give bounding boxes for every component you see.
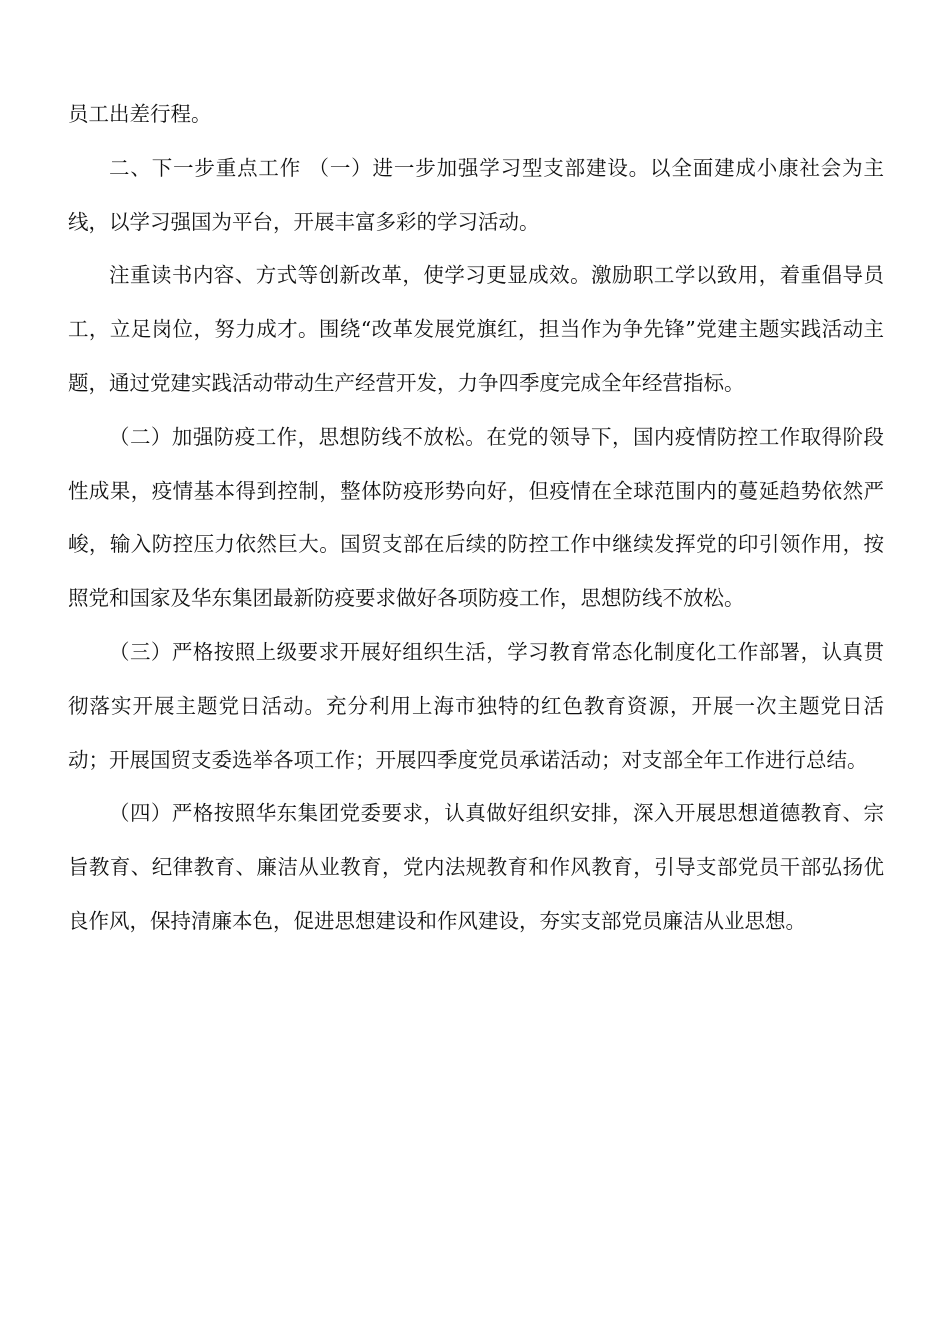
paragraph-study-reform: 注重读书内容、方式等创新改革，使学习更显成效。激励职工学以致用，着重倡导员工，立足岗位，努力成才。围绕“改革发展党旗红，担当作为争先锋”党建主题实践活动主题，通过党建实践活动带动生产经营开发，力争四季度完成全年经营指标。 (68, 263, 884, 395)
document-page (68, 0, 884, 949)
paragraph-epidemic-prevention: （二）加强防疫工作，思想防线不放松。在党的领导下，国内疫情防控工作取得阶段性成果，疫情基本得到控制，整体防疫形势向好，但疫情在全球范围内的蔓延趋势依然严峻，输入防控压力依然巨大。国贸支部在后续的防控工作中继续发挥党的印引领作用，按照党和国家及华东集团最新防疫要求做好各项防疫工作，思想防线不放松。 (68, 424, 884, 611)
paragraph-organization-life: （三）严格按照上级要求开展好组织生活，学习教育常态化制度化工作部署，认真贯彻落实开展主题党日活动。充分利用上海市独特的红色教育资源，开展一次主题党日活动；开展国贸支委选举各项工作；开展四季度党员承诺活动；对支部全年工作进行总结。 (68, 639, 884, 772)
paragraph-continuation: 员工出差行程。 (68, 102, 212, 126)
paragraph-next-steps-1: 二、下一步重点工作 （一）进一步加强学习型支部建设。以全面建成小康社会为主线，以学习强国为平台，开展丰富多彩的学习活动。 (68, 155, 884, 234)
paragraph-party-education: （四）严格按照华东集团党委要求，认真做好组织安排，深入开展思想道德教育、宗旨教育、纪律教育、廉洁从业教育，党内法规教育和作风教育，引导支部党员干部弘扬优良作风，保持清廉本色，促进思想建设和作风建设，夯实支部党员廉洁从业思想。 (68, 801, 884, 933)
